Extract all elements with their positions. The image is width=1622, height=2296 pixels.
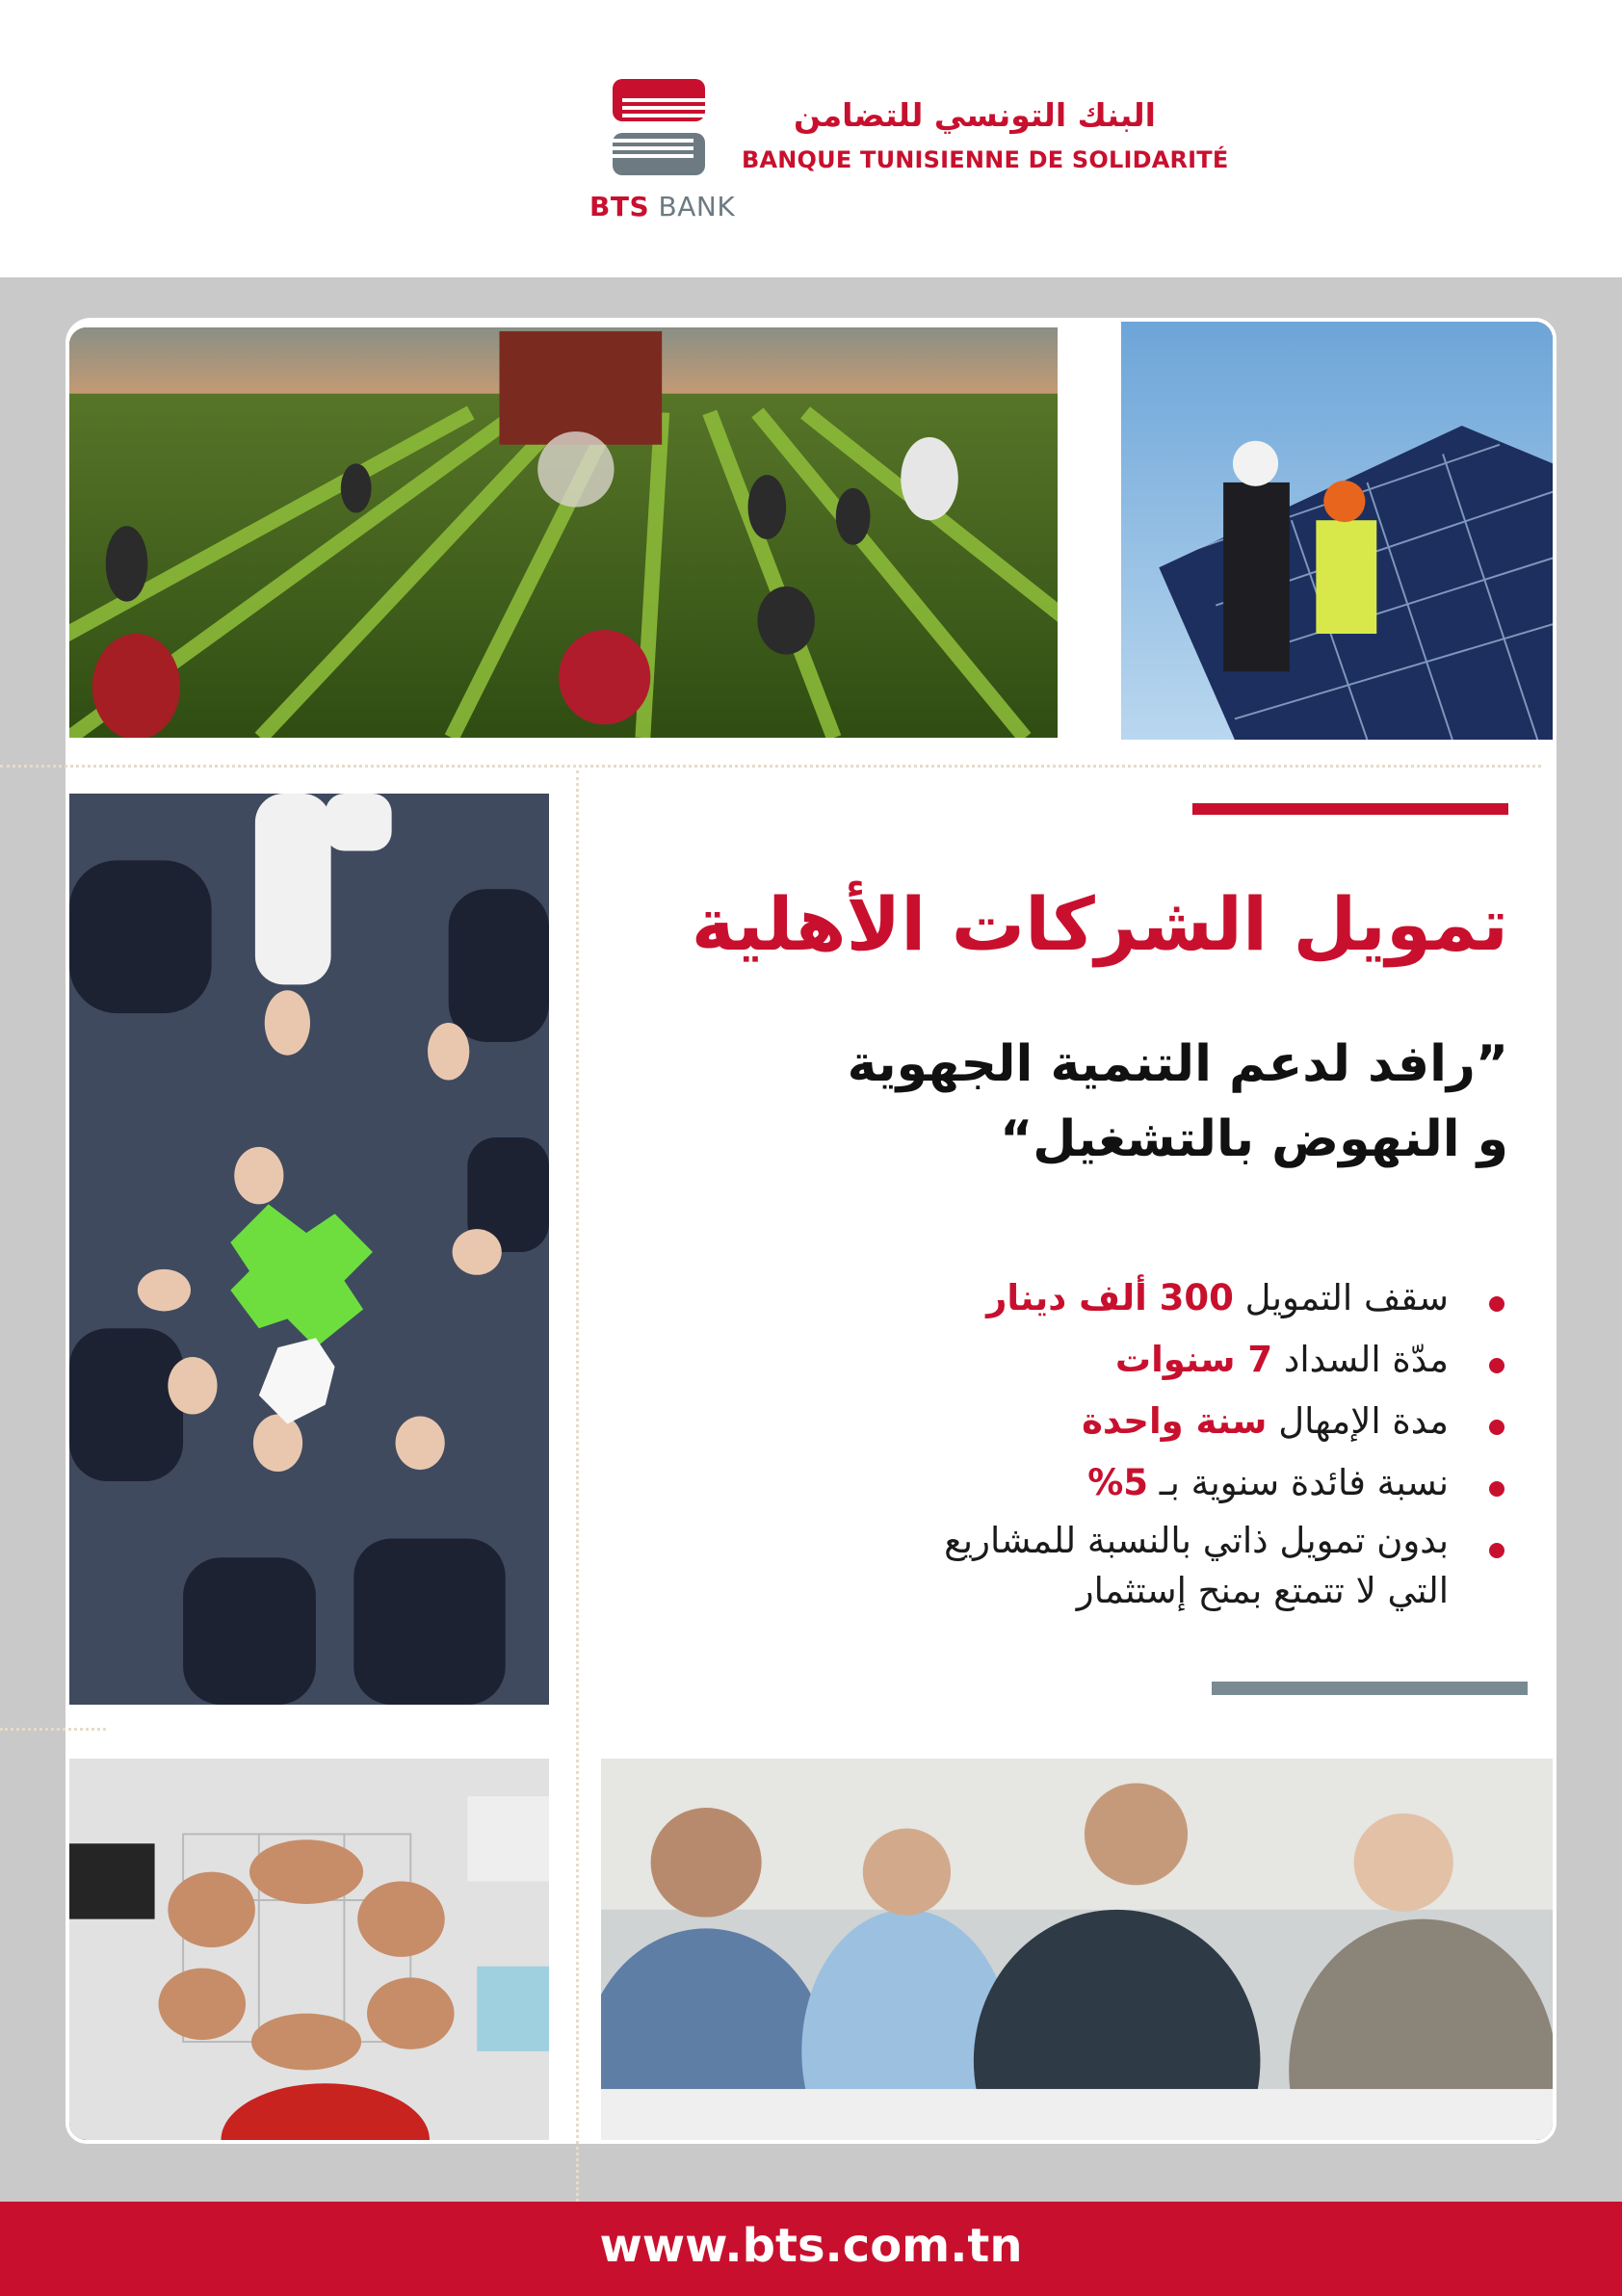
brand-name-french: BANQUE TUNISIENNE DE SOLIDARITÉ (742, 146, 1229, 173)
dotted-divider (0, 1728, 106, 1731)
bullet-icon (1489, 1296, 1504, 1312)
dotted-divider (576, 770, 579, 2202)
feature-highlight: 5% (1087, 1462, 1149, 1503)
feature-highlight: سنة واحدة (1082, 1400, 1268, 1442)
feature-text: التي لا تتمتع بمنح إستثمار (1076, 1570, 1449, 1611)
feature-highlight: 300 ألف دينار (986, 1277, 1234, 1318)
puzzle-teamwork-photo (65, 790, 553, 1709)
slogan (616, 1027, 1508, 1177)
brand-short-light: BANK (658, 191, 736, 222)
list-item (636, 1331, 1504, 1389)
brand-name-arabic: البنك التونسي للتضامن (794, 96, 1156, 134)
feature-text: سقف التمويل (1233, 1277, 1449, 1318)
bullet-icon (1489, 1543, 1504, 1558)
list-item (636, 1454, 1504, 1512)
brand-short-bold: BTS (589, 191, 650, 222)
feature-text: مدّة السداد (1272, 1339, 1449, 1380)
feature-text: نسبة فائدة سنوية بـ (1148, 1462, 1449, 1503)
bullet-icon (1489, 1420, 1504, 1435)
slogan-line: و النهوض بالتشغيل“ (1000, 1110, 1508, 1168)
solar-panels-photo (1117, 318, 1557, 744)
website-link[interactable]: www.bts.com.tn (599, 2219, 1023, 2273)
brand-short-name (589, 191, 735, 222)
bts-logo-icon (613, 79, 705, 175)
farm-workers-photo (65, 324, 1061, 742)
feature-text: بدون تمويل ذاتي بالنسبة للمشاريع (944, 1520, 1449, 1561)
page-title: تمويل الشركات الأهلية (691, 881, 1508, 967)
list-item (636, 1393, 1504, 1450)
header (0, 0, 1622, 277)
feature-highlight: 7 سنوات (1114, 1339, 1273, 1380)
dotted-divider (0, 765, 1541, 768)
bullet-icon (1489, 1481, 1504, 1497)
feature-list (636, 1269, 1504, 1620)
slogan-line: ”رافد لدعم التنمية الجهوية (847, 1035, 1508, 1093)
bullet-icon (1489, 1358, 1504, 1373)
accent-bar-grey (1212, 1682, 1528, 1695)
hands-circle-photo (65, 1755, 553, 2144)
team-meeting-photo (597, 1755, 1557, 2144)
feature-text: مدة الإمهال (1267, 1400, 1449, 1442)
list-item (636, 1516, 1504, 1616)
accent-bar-red (1192, 803, 1508, 815)
list-item (636, 1269, 1504, 1327)
